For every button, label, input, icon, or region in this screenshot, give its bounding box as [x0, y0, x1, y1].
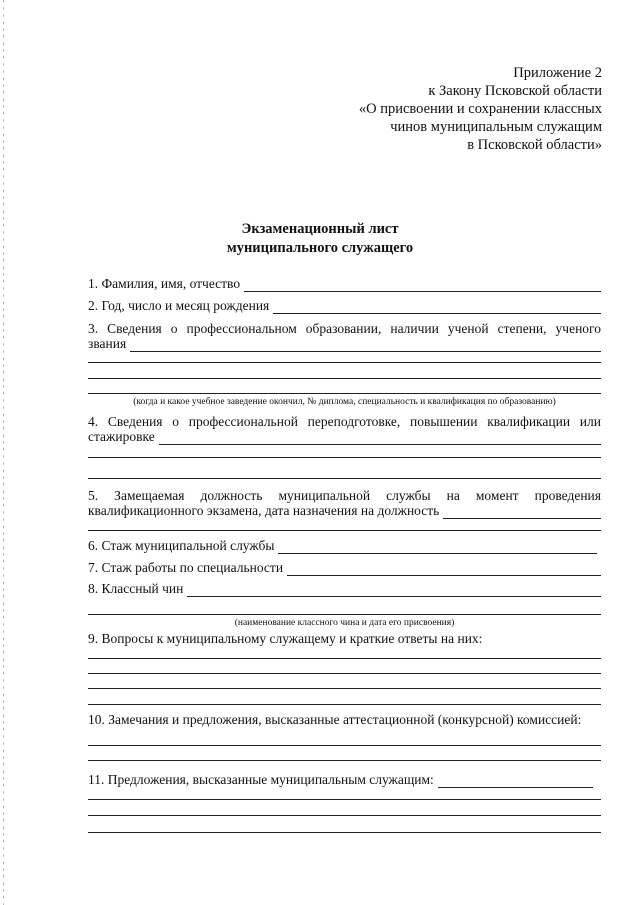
fill-line — [88, 658, 601, 659]
field-note: (наименование классного чина и дата его присвоения) — [234, 618, 455, 628]
fill-line — [88, 799, 601, 800]
fill-line — [443, 506, 601, 519]
appendix-line: чинов муниципальным служащим — [390, 119, 602, 135]
fill-line — [88, 745, 601, 746]
fill-line — [88, 815, 601, 816]
fill-line — [88, 614, 601, 615]
field-service-length — [88, 538, 601, 554]
field-label: 7. Стаж работы по специальности — [88, 560, 284, 575]
field-work-experience — [88, 560, 601, 576]
fill-line — [88, 393, 601, 394]
fill-line — [88, 478, 601, 479]
fill-line — [88, 530, 601, 531]
fill-line — [438, 775, 593, 788]
appendix-line: к Закону Псковской области — [428, 83, 602, 99]
field-position-label: 5. Замещаемая должность муниципальной службы на момент проведения — [88, 488, 601, 503]
fill-line — [88, 688, 601, 689]
title-line: муниципального служащего — [226, 240, 414, 256]
appendix-line: в Псковской области» — [467, 137, 602, 153]
fill-line — [287, 563, 601, 576]
field-label: 8. Классный чин — [88, 581, 184, 596]
field-label: 11. Предложения, высказанные муниципальным служащим: — [88, 772, 434, 787]
fill-line — [88, 760, 601, 761]
document-title — [0, 220, 640, 258]
field-label: 2. Год, число и месяц рождения — [88, 298, 270, 313]
field-label: звания — [88, 336, 127, 351]
scan-edge — [3, 0, 4, 905]
fill-line — [130, 339, 601, 352]
field-birth-date — [88, 298, 601, 314]
fill-line — [88, 673, 601, 674]
field-label: 1. Фамилия, имя, отчество — [88, 276, 241, 291]
title-line: Экзаменационный лист — [241, 221, 399, 237]
fill-line — [278, 541, 597, 554]
field-full-name — [88, 276, 601, 292]
field-education — [88, 336, 601, 352]
field-education-label: 3. Сведения о профессиональном образовании, наличии ученой степени, ученого — [88, 321, 601, 336]
field-retraining — [88, 429, 601, 445]
fill-line — [244, 279, 601, 292]
field-suggestions — [88, 772, 601, 788]
fill-line — [273, 301, 601, 314]
field-label: квалификационного экзамена, дата назначения на должность — [88, 503, 440, 518]
field-position — [88, 503, 601, 519]
fill-line — [88, 378, 601, 379]
appendix-line: Приложение 2 — [513, 65, 602, 81]
field-label: 6. Стаж муниципальной службы — [88, 538, 275, 553]
fill-line — [187, 584, 601, 597]
field-note: (когда и какое учебное заведение окончил, № диплома, специальность и квалификация по образованию) — [133, 397, 556, 407]
appendix-line: «О присвоении и сохранении классных — [358, 101, 602, 117]
field-label: стажировке — [88, 429, 155, 444]
field-retraining-label: 4. Сведения о профессиональной переподготовке, повышении квалификации или — [88, 414, 601, 429]
fill-line — [88, 704, 601, 705]
fill-line — [88, 362, 601, 363]
fill-line — [88, 832, 601, 833]
fill-line — [88, 457, 601, 458]
field-class-rank — [88, 581, 601, 597]
field-questions-label: 9. Вопросы к муниципальному служащему и краткие ответы на них: — [88, 631, 483, 646]
appendix-header — [359, 64, 602, 154]
fill-line — [159, 432, 601, 445]
field-remarks-label: 10. Замечания и предложения, высказанные аттестационной (конкурсной) комиссией: — [88, 712, 582, 727]
